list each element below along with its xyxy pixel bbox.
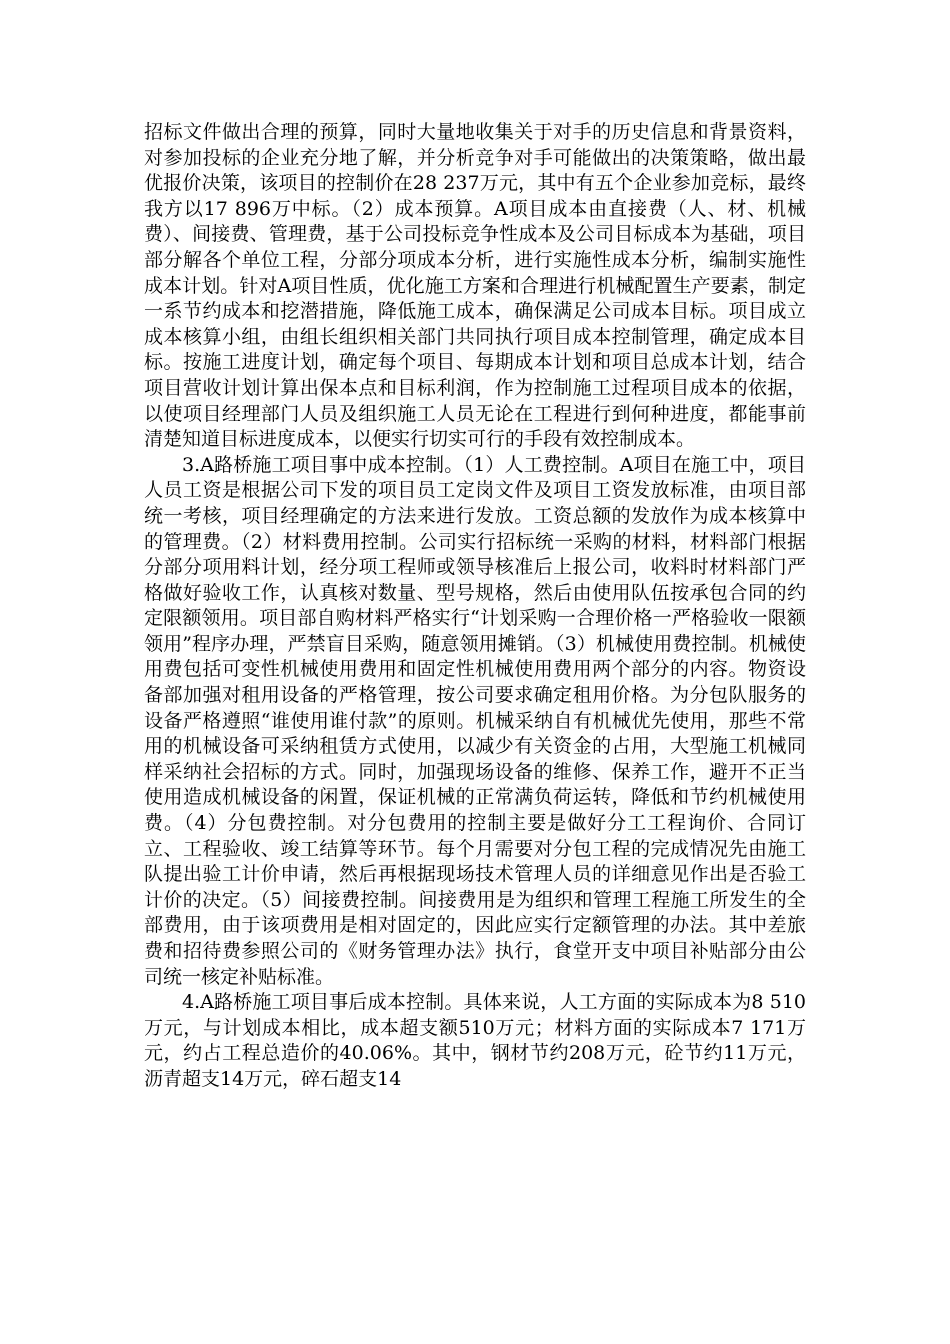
paragraph-post-cost-control: 4.A路桥施工项目事后成本控制。具体来说，人工方面的实际成本为8 510万元，与计划成本相比，成本超支额510万元；材料方面的实际成本7 171万元，约占工程总造价的40.06%。其中，钢材节约208万元，砼节约11万元，沥青超支14万元，碎石超支14 [144,991,806,1090]
document-page [144,120,806,1093]
paragraph-budget-continuation: 招标文件做出合理的预算，同时大量地收集关于对手的历史信息和背景资料，对参加投标的企业充分地了解，并分析竞争对手可能做出的决策策略，做出最优报价决策，该项目的控制价在28 237万元，其中有五个企业参加竞标，最终我方以17 896万中标。（2）成本预算。A项目成本由直接费（人、材、机械费）、间接费、管理费，基于公司投标竞争性成本及公司目标成本为基础，项目部分解各个单位工程，分部分项成本分析，进行实施性成本分析，编制实施性成本计划。针对A项目性质，优化施工方案和合理进行机械配置生产要素，制定一系节约成本和挖潜措施，降低施工成本，确保满足公司成本目标。项目成立成本核算小组，由组长组织相关部门共同执行项目成本控制管理，确定成本目标。按施工进度计划，确定每个项目、每期成本计划和项目总成本计划，结合项目营收计划计算出保本点和目标利润，作为控制施工过程项目成本的依据，以使项目经理部门人员及组织施工人员无论在工程进行到何种进度，都能事前清楚知道目标进度成本，以便实行切实可行的手段有效控制成本。 [144,121,806,451]
paragraph-in-process-cost-control: 3.A路桥施工项目事中成本控制。（1）人工费控制。A项目在施工中，项目人员工资是根据公司下发的项目员工定岗文件及项目工资发放标准，由项目部统一考核，项目经理确定的方法来进行发放。工资总额的发放作为成本核算中的管理费。（2）材料费用控制。公司实行招标统一采购的材料，材料部门根据分部分项用料计划，经分项工程师或领导核准后上报公司，收料时材料部门严格做好验收工作，认真核对数量、型号规格，然后由使用队伍按承包合同的约定限额领用。项目部自购材料严格实行“计划采购一合理价格一严格验收一限额领用”程序办理，严禁盲目采购，随意领用摊销。（3）机械使用费控制。机械使用费包括可变性机械使用费用和固定性机械使用费用两个部分的内容。物资设备部加强对租用设备的严格管理，按公司要求确定租用价格。为分包队服务的设备严格遵照“谁使用谁付款”的原则。机械采纳自有机械优先使用，那些不常用的机械设备可采纳租赁方式使用，以减少有关资金的占用，大型施工机械同样采纳社会招标的方式。同时，加强现场设备的维修、保养工作，避开不正当使用造成机械设备的闲置，保证机械的正常满负荷运转，降低和节约机械使用费。（4）分包费控制。对分包费用的控制主要是做好分工工程询价、合同订立、工程验收、竣工结算等环节。每个月需要对分包工程的完成情况先由施工队提出验工计价申请，然后再根据现场技术管理人员的详细意见作出是否验工计价的决定。（5）间接费控制。间接费用是为组织和管理工程施工所发生的全部费用，由于该项费用是相对固定的，因此应实行定额管理的办法。其中差旅费和招待费参照公司的《财务管理办法》执行，食堂开支中项目补贴部分由公司统一核定补贴标准。 [144,453,806,988]
